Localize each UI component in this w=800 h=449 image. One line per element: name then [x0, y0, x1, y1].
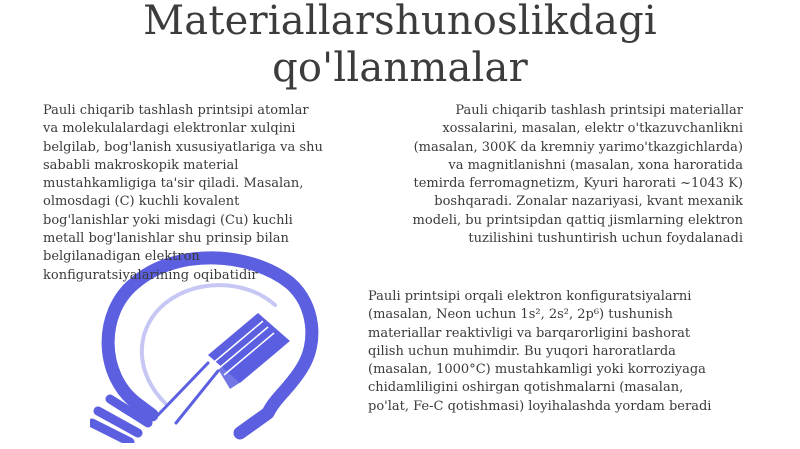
bottom-line: (masalan, Neon uchun 1s², 2s², 2p⁶) tushunish — [368, 307, 673, 323]
bottom-line: Pauli printsipi orqali elektron konfiguratsiyalarni — [368, 289, 692, 304]
right-line: Pauli chiqarib tashlash printsipi materiallar — [455, 103, 743, 118]
right-line: boshqaradi. Zonalar nazariyasi, kvant mexanik — [434, 194, 743, 210]
left-line: belgilab, bog'lanish xususiyatlariga va shu — [43, 139, 323, 155]
left-line: bog'lanishlar yoki misdagi (Cu) kuchli — [43, 212, 293, 228]
bottom-line: (masalan, 1000°C) mustahkamligi yoki korroziyaga — [368, 362, 706, 378]
slide-title-line-2: qo'llanmalar — [272, 45, 528, 91]
right-paragraph — [413, 102, 743, 248]
bottom-line: chidamliligini oshirgan qotishmalarni (masalan, — [368, 380, 684, 396]
left-line: belgilanadigan elektron — [43, 249, 200, 265]
left-paragraph — [43, 102, 323, 285]
right-line: temirda ferromagnetizm, Kyuri harorati ~1043 K) — [413, 176, 743, 192]
left-line: Pauli chiqarib tashlash printsipi atomlar — [43, 103, 309, 118]
slide-title-line-1: Materiallarshunoslikdagi — [143, 0, 657, 44]
bottom-line: po'lat, Fe-C qotishmasi) loyihalashda yordam beradi — [368, 398, 712, 414]
left-line: metall bog'lanishlar shu prinsip bilan — [43, 231, 289, 247]
bottom-line: materiallar reaktivligi va barqarorligini bashorat — [368, 325, 691, 341]
left-line: konfiguratsiyalarining oqibatidir — [43, 267, 258, 283]
left-line: va molekulalardagi elektronlar xulqini — [43, 121, 296, 137]
bottom-paragraph — [368, 288, 711, 416]
right-line: (masalan, 300K da kremniy yarimo'tkazgichlarda) — [413, 139, 743, 155]
right-line: tuzilishini tushuntirish uchun foydalanadi — [468, 231, 743, 247]
left-line: sababli makroskopik material — [43, 157, 239, 173]
bottom-line: qilish uchun muhimdir. Bu yuqori haroratlarda — [368, 343, 676, 359]
left-line: olmosdagi (C) kuchli kovalent — [43, 194, 240, 210]
slide-title — [0, 0, 800, 92]
right-line: modeli, bu printsipdan qattiq jismlarning elektron — [412, 212, 743, 228]
right-line: xossalarini, masalan, elektr o'tkazuvchanlikni — [442, 121, 743, 137]
right-line: va magnitlanishni (masalan, xona haroratida — [448, 157, 743, 173]
left-line: mustahkamligiga ta'sir qiladi. Masalan, — [43, 176, 304, 192]
